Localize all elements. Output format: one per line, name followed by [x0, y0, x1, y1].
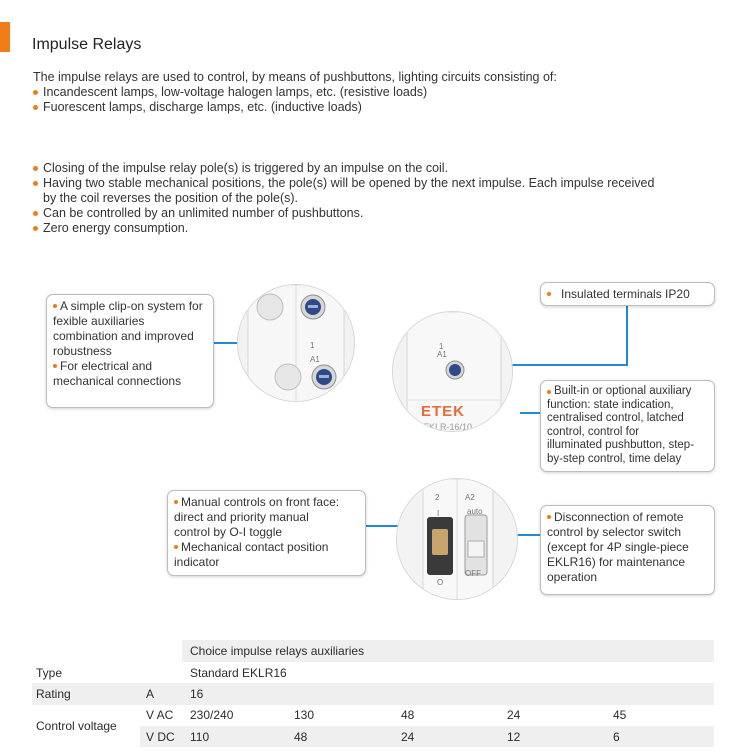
table-row: [32, 662, 714, 683]
row-value: 6: [613, 729, 620, 744]
relay-front-photo: [392, 311, 513, 432]
row-label: Type: [36, 665, 63, 680]
row-value: 12: [507, 729, 521, 744]
callout-text: direct and priority manual: [174, 510, 309, 524]
callout-text: control by O-I toggle: [174, 525, 283, 539]
callout-text: combination and improved: [53, 329, 194, 343]
callout-text: fexible auxiliaries: [53, 314, 145, 328]
callout-item: Mechanical contact position: [174, 540, 359, 555]
callout-text: control by selector switch: [547, 525, 682, 539]
callout-text: indicator: [174, 555, 220, 569]
callout-text: robustness: [53, 344, 112, 358]
row-label: Rating: [36, 687, 71, 701]
callout-text: centralised control, latched: [547, 412, 684, 424]
row-unit: V AC: [146, 708, 174, 722]
callout-insulated-terminals: [540, 282, 715, 306]
relay-controls-photo: [396, 478, 518, 600]
feature-item: Closing of the impulse relay pole(s) is triggered by an impulse on the coil.: [33, 161, 723, 176]
callout-text: (except for 4P single-piece: [547, 540, 689, 554]
callout-clip-system: [46, 294, 214, 408]
row-value: 16: [190, 687, 204, 701]
table-row: [32, 726, 714, 747]
brand-logo: ETEK: [421, 403, 466, 420]
feature-item: Zero energy consumption.: [33, 221, 723, 236]
mark-a1: A1: [310, 355, 320, 364]
mark-2: 2: [435, 493, 440, 502]
feature-item-continued: by the coil reverses the position of the pole(s).: [43, 191, 298, 205]
row-unit: V DC: [146, 729, 175, 744]
relay-terminals-photo: [237, 284, 355, 402]
mark-o: O: [437, 578, 444, 587]
table-row: [32, 705, 714, 725]
callout-item: A simple clip-on system for: [53, 299, 207, 314]
features-section: [33, 161, 723, 236]
row-value: 45: [613, 708, 627, 722]
callout-item: Built-in or optional auxiliary: [547, 385, 708, 399]
model-label: EKLR-16/10: [423, 422, 473, 432]
row-value: 48: [294, 729, 308, 744]
callout-item: Manual controls on front face:: [174, 495, 359, 510]
intro-item: Fuorescent lamps, discharge lamps, etc. (inductive loads): [33, 100, 713, 115]
feature-item: Having two stable mechanical positions, the pole(s) will be opened by the next impulse. Each impulse received: [33, 176, 723, 191]
title-accent-bar: [0, 22, 10, 52]
callout-text: operation: [547, 570, 598, 584]
row-value: 48: [401, 708, 415, 722]
row-value: 230/240: [190, 708, 234, 722]
table-header: Choice impulse relays auxiliaries: [190, 644, 365, 658]
row-value: 24: [401, 729, 415, 744]
intro-text: The impulse relays are used to control, by means of pushbuttons, lighting circuits consisting of:: [33, 70, 557, 84]
row-value: 24: [507, 708, 521, 722]
callout-item: Disconnection of remote: [547, 510, 708, 525]
mark-a1: A1: [437, 350, 447, 359]
row-value: Standard EKLR16: [190, 665, 287, 680]
table-row: [32, 683, 714, 705]
callout-item: Insulated terminals IP20: [547, 287, 708, 302]
intro-item: Incandescent lamps, low-voltage halogen lamps, etc. (resistive loads): [33, 85, 713, 100]
mark-1: 1: [439, 342, 444, 351]
callout-text: illuminated pushbutton, step-: [547, 439, 695, 451]
row-unit: A: [146, 687, 155, 701]
callout-text: mechanical connections: [53, 374, 182, 388]
callout-text: function: state indication,: [547, 398, 674, 411]
callout-auxiliary-function: [540, 380, 715, 472]
mark-i: I: [437, 509, 440, 518]
page-title: Impulse Relays: [32, 36, 142, 53]
row-label: Control voltage: [36, 719, 117, 733]
mark-off: OFF: [465, 569, 481, 578]
mark-auto: auto: [467, 507, 483, 516]
callout-disconnection: [540, 505, 715, 595]
feature-item: Can be controlled by an unlimited number of pushbuttons.: [33, 206, 723, 221]
callout-text: by-step control, time delay: [547, 452, 682, 465]
callout-text: EKLR16) for maintenance: [547, 555, 686, 569]
row-value: 130: [294, 708, 315, 722]
callout-manual-controls: [167, 490, 366, 576]
mark-a2: A2: [465, 493, 475, 502]
table-header-row: [32, 640, 714, 662]
mark-1: 1: [310, 341, 315, 350]
callout-text: control, control for: [547, 425, 640, 438]
callout-item: For electrical and: [53, 359, 207, 374]
intro-section: [33, 70, 713, 115]
row-value: 110: [190, 729, 210, 744]
